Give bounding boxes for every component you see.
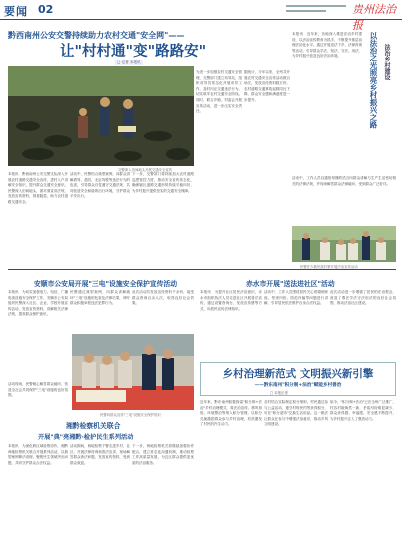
- lead-body-col2: 活动中，民警结合典型案例，向群众讲解酒驾、超员、无证驾驶等违法行为的危害，引导群众自觉遵守交通法规，共同营造安全和谐的出行环境，守护群众平安出行。: [70, 172, 130, 199]
- mid-section-col3: 此次活动进一步增强了居民的法治观念，营造了尊法学法守法用法的良好社会氛围，推动法治社区建设。: [330, 290, 396, 306]
- lead-body-col5: 据统计，今年以来，全州共开展农村交通安全宣传活动数百场次，发放宣传资料数万份，农村道路交通事故起数同比下降，群众安全感和满意度进一步提升。: [244, 70, 290, 102]
- feature-byline: □ 本报记者: [270, 391, 288, 395]
- masthead: 贵州法治报: [352, 3, 396, 32]
- side-body-col2: 活动中，工作人员以通俗易懂的语言向群众讲解与生产生活密切相关的法律法规，并现场解答群众法律疑问，受到群众广泛好评。: [292, 176, 396, 186]
- page-number: 02: [38, 3, 54, 16]
- mid-section-col1: 本报讯 为提升社区居民法治意识，赤水市组织执法人员走进社区开展普法宣传，通过设置咨询台、发放宣传册等方式，向居民宣传法律知识。: [200, 290, 262, 311]
- bottom-section-title: 湘黔检察机关联合: [66, 422, 121, 430]
- side-photo-caption: 民警在少数民族村寨开展法治宣传活动: [300, 265, 358, 269]
- lead-body-col1: 本报讯 黔西南州公安交警支队深入开展农村道路交通安全宣传，进村入户讲解安全知识，提升群众交通安全意识。民警深入田间地头，面对面宣讲法规，发放宣传资料，排查隐患，助力农村道路交通安全。: [8, 172, 68, 204]
- bottom-section-col3: 下一步，两地检察机关将继续加强协作配合，建立常态化沟通机制，推动检察工作高质量发展，为边区群众提供更优质的法治服务。: [132, 444, 194, 465]
- feature-col3: 如今，"积分制+法治"已在全州广泛推广，村容村貌焕然一新，矛盾纠纷明显减少，群众获得感、幸福感、安全感不断提升，为乡村振兴注入了强劲动力。: [330, 400, 396, 421]
- lead-body-col4: 为进一步加强农村交通安全管理，交警部门建立劝导站，组织劝导员常态化开展劝导工作，及时纠正交通违法行为，切实筑牢农村交通安全防线。同时，联合乡镇、村委会开展宣传活动，进一步压实安全责任。: [196, 70, 242, 114]
- bottom-section-subtitle: 开展"典"亮湘黔·检护民生系列活动: [38, 434, 134, 441]
- mid-section-col2: 活动中，工作人员围绕居民关心的婚姻家庭、邻里纠纷、防范诈骗等问题进行讲解，引导居民依法维护自身合法权益。: [264, 290, 328, 306]
- feature-headline: 乡村治理新范式 文明振兴新引擎: [222, 368, 374, 380]
- left-section-title: 安顺市公安局开展"三电"设施安全保护宣传活动: [34, 280, 178, 288]
- bottom-section-col1: 本报讯 为深化跨区域检察协作，湘黔两地检察机关联合开展系列活动，以典型案例释法说理，聚焦民生领域突出问题，共同守护群众合法权益。: [8, 444, 68, 465]
- lead-kicker: 黔西南州公安交警持续助力农村交通"安全网"——: [8, 31, 185, 40]
- left-section-col2: 民警通过典型案例，向群众讲解破坏"三电"设施的危害及法律后果，呼吁群众积极举报违法犯罪行为。: [70, 290, 130, 306]
- page-header: [0, 0, 402, 32]
- lead-headline: 让"村村通"变"路路安": [60, 43, 207, 60]
- left-section-col1b: 活动现场，民警耐心解答群众疑问，营造全社会共同保护"三电"设施的良好氛围。: [8, 382, 68, 398]
- lead-photo-caption: 交警深入田间地头开展交通安全宣传: [118, 168, 173, 172]
- mid-section-title: 赤水市开展"送法进社区"活动: [246, 280, 335, 288]
- header-dateline-graphic: [286, 2, 346, 16]
- bottom-section-col2: 活动期间，两地检察干警走进乡村、社区，开展法律咨询和普法宣讲，现场解答群众涉法问题，发放宣传资料，受到群众欢迎。: [70, 444, 130, 465]
- section-tag: 要闻: [4, 5, 28, 18]
- side-headline-deco: 法治乡村建设: [383, 44, 390, 80]
- feature-subhead: ——黔东南州"积分制+法治"赋能乡村善治: [254, 383, 342, 388]
- feature-col1: 近年来，黔东南州积极探索"积分制+法治"乡村治理模式，将法治宣传、移风易俗、环境整治等纳入积分管理，以积分兑换激励群众参与乡村治理，有效激发了村民的内生动力。: [200, 400, 262, 427]
- left-section-col1: 本报讯 为切实加强电力、电信、广播电视设施安全保护工作，安顺市公安局组织民警深入社区、企业、学校开展宣传活动，发放宣传资料，讲解相关法律法规，提高群众保护意识。: [8, 290, 68, 317]
- side-body-col1: 本报讯 近年来，各地深入推进法治乡村建设，以法治宣传教育为抓手，不断提升基层治理法治化水平。通过开展送法下乡、法律咨询等活动，引导群众学法、知法、守法、用法，为乡村振兴营造良好法治环境。: [292, 32, 362, 59]
- lead-photo: [8, 66, 194, 166]
- divider-line: [8, 269, 396, 270]
- lead-byline: □ 记者 本报讯: [117, 60, 141, 64]
- mid-photo-caption: 民警向群众宣传"三电"设施安全保护知识: [100, 413, 161, 417]
- feature-col2: 各村结合实际制定积分细则，村民通过参与公益活动、遵守村规民约等获得积分，可在"积分超市"兑换生活用品。这一做法让群众在参与中增强法治意识，推动乡风文明建设。: [264, 400, 328, 427]
- left-section-col3: 此次活动共发放宣传资料千余份，接受群众咨询百余人次，取得良好社会效果。: [132, 290, 194, 306]
- lead-body-col3: 下一步，交警部门将持续加大农村道路巡逻管控力度，推动安全宣传常态化，确保辖区道路交通形势持续平稳向好，为乡村振兴提供坚实的交通安全保障。: [132, 172, 194, 193]
- side-headline: 以法治之光照亮乡村振兴之路: [369, 32, 378, 129]
- mid-photo: [72, 334, 194, 410]
- side-photo: [292, 226, 396, 262]
